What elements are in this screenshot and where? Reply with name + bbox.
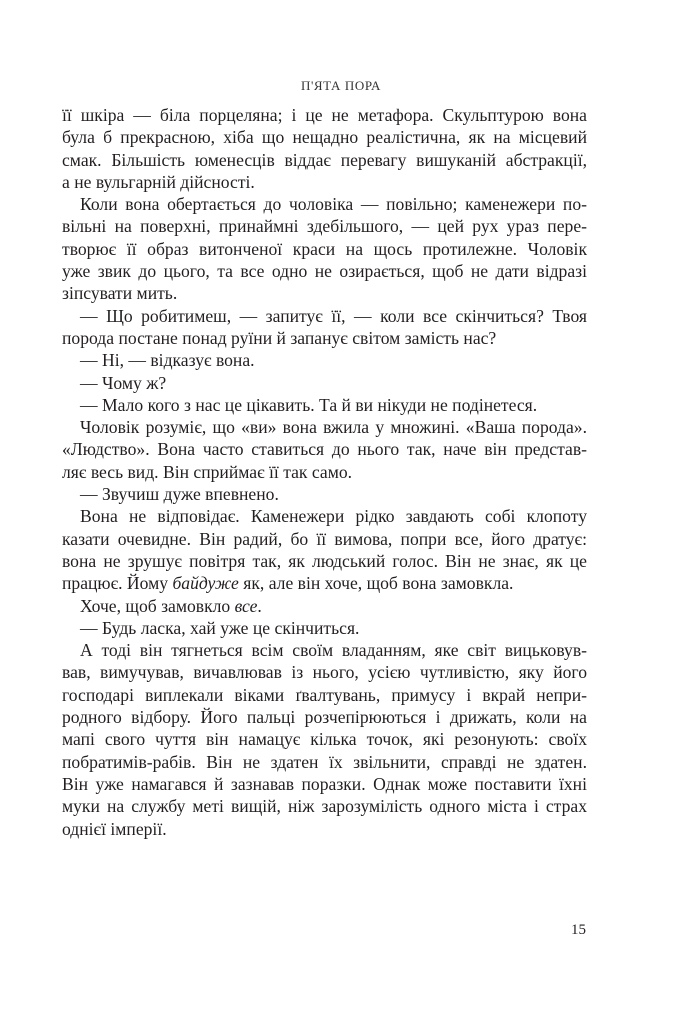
paragraph bbox=[62, 617, 587, 639]
text-line: зіпсувати мить. bbox=[62, 283, 178, 304]
text-line: вона не зрушує повітря так, як людський голос. Він не знає, як це bbox=[62, 550, 587, 571]
paragraph bbox=[62, 394, 587, 416]
text-line: творює її образ витонченої краси на щось протилежне. Чоловік bbox=[62, 238, 587, 259]
paragraph bbox=[62, 505, 587, 594]
text-line: працює. Йому байдуже як, але він хоче, щоб вона замовкла. bbox=[62, 573, 514, 594]
text-line: мапі свого чуття він намацує кілька точок, які резонують: своїх bbox=[62, 729, 587, 750]
text-line: її шкіра — біла порцеляна; і це не метафора. Скульптурою вона bbox=[62, 105, 587, 125]
paragraph bbox=[62, 305, 587, 350]
paragraph bbox=[62, 104, 587, 193]
emphasis: байдуже bbox=[172, 573, 239, 594]
text-line: родного відбору. Його пальці розчепірюються і дрижать, коли на bbox=[62, 707, 587, 728]
text-line: муки на службу меті вищій, ніж зарозумілість одного міста і страх bbox=[62, 796, 587, 817]
paragraph bbox=[62, 483, 587, 505]
text-line: — Звучиш дуже впевнено. bbox=[80, 484, 279, 505]
emphasis: все bbox=[234, 595, 258, 616]
page-number: 15 bbox=[571, 922, 586, 938]
text-line: Чоловік розуміє, що «ви» вона вжила у множині. «Ваша порода». bbox=[80, 417, 587, 438]
paragraph bbox=[62, 416, 587, 483]
text-line: вільні на поверхні, принаймні здебільшого, — цей рух ураз пере- bbox=[62, 216, 587, 237]
text-line: однієї імперії. bbox=[62, 818, 167, 839]
text-line: Коли вона обертається до чоловіка — повільно; каменежери по- bbox=[80, 194, 587, 215]
text-line: «Людство». Вона часто ставиться до нього так, наче він представ- bbox=[62, 439, 587, 460]
text-line: ляє весь вид. Він сприймає її так само. bbox=[62, 461, 353, 482]
text-line: — Ні, — відказує вона. bbox=[80, 350, 255, 371]
paragraph bbox=[62, 193, 587, 304]
text-line: — Мало кого з нас це цікавить. Та й ви нікуди не подінетеся. bbox=[80, 394, 538, 415]
text-line: А тоді він тягнеться всім своїм владанням, яке світ вицьковув- bbox=[80, 640, 587, 661]
text-line: смак. Більшість юменесців віддає перевагу вишуканій абстракції, bbox=[62, 149, 587, 170]
paragraph bbox=[62, 372, 587, 394]
text-line: — Що робитимеш, — запитує її, — коли все скінчиться? Твоя bbox=[80, 305, 587, 326]
running-header: П'ЯТА ПОРА bbox=[300, 78, 382, 93]
text-line: господарі виплекали віками ґвалтувань, примусу і вкрай непри- bbox=[62, 684, 587, 705]
body-text bbox=[62, 104, 587, 840]
paragraph bbox=[62, 639, 587, 840]
text-line: побратимів-рабів. Він не здатен їх звільнити, справді не здатен. bbox=[62, 751, 587, 772]
paragraph bbox=[62, 595, 587, 617]
text-line: казати очевидне. Він радий, бо її вимова, попри все, його дратує: bbox=[62, 528, 587, 549]
text-line: вав, вимучував, вичавлював із нього, усією чутливістю, яку його bbox=[62, 662, 587, 683]
text-line: Хоче, щоб замовкло все. bbox=[80, 595, 262, 616]
text-line: уже звик до цього, та все одно не озирається, щоб не дати відразі bbox=[62, 261, 587, 282]
text-line: — Будь ласка, хай уже це скінчиться. bbox=[80, 617, 360, 638]
text-line: а не вульгарній дійсності. bbox=[62, 171, 255, 192]
text-line: порода постане понад руїни й запанує світом замість нас? bbox=[62, 327, 497, 348]
text-line: Вона не відповідає. Каменежери рідко завдають собі клопоту bbox=[80, 506, 587, 527]
text-line: була б прекрасною, хіба що нещадно реалістична, як на місцевий bbox=[62, 127, 587, 148]
paragraph bbox=[62, 349, 587, 371]
text-line: Він уже намагався й зазнавав поразки. Однак може поставити їхні bbox=[62, 773, 587, 794]
text-line: — Чому ж? bbox=[80, 372, 167, 393]
